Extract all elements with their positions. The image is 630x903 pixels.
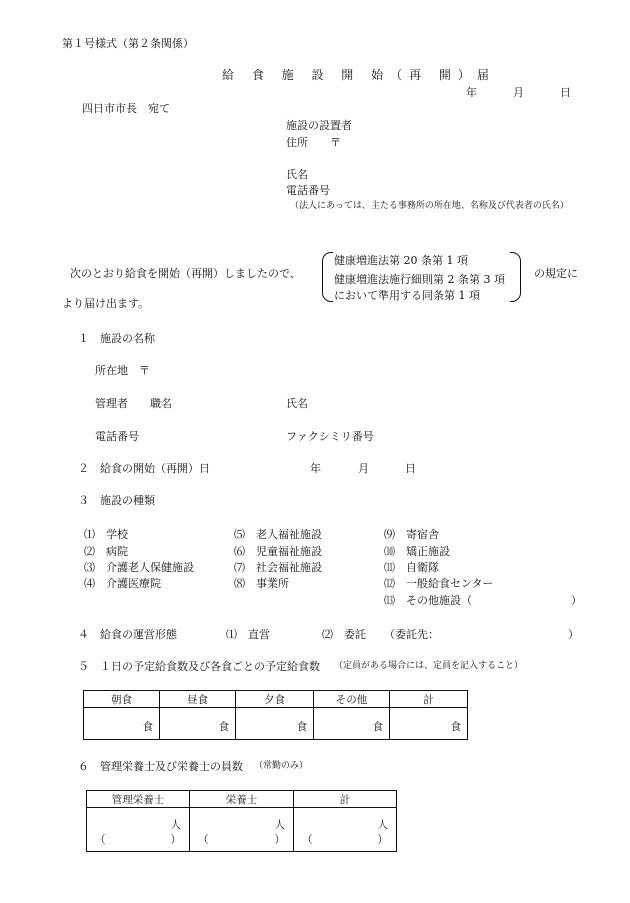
staff-header: 管理栄養士 [87,791,190,808]
date-month-label: 月 [513,86,524,99]
meals-cell-total[interactable] [390,708,468,740]
applicant-label: 施設の設置者 [286,119,352,132]
meals-cell-dinner[interactable] [236,708,314,740]
s3-item: ⑺ 社会福祉施設 [234,561,322,574]
s3-item: ⑵ 病院 [84,545,128,558]
s3-item: ⑽ 矯正施設 [384,545,450,558]
s3-heading: ３ 施設の種類 [78,494,155,507]
s3-item: ⑶ 介護老人保健施設 [84,561,194,574]
right-bracket [510,252,521,302]
applicant-note: （法人にあっては、主たる事務所の所在地、名称及び代表者の氏名） [290,201,569,211]
s4-close-paren: ） [568,628,579,641]
s2-heading: ２ 給食の開始（再開）日 [78,462,210,475]
staff-cell-dietitian[interactable] [190,808,294,852]
staff-unit: 人 [170,819,181,831]
s6-note: （常勤のみ） [254,761,309,771]
s3-item: ⑿ 一般給食センター [384,577,494,590]
law-reference-2b: において準用する同条第 1 項 [334,289,480,302]
addressee: 四日市市長 宛て [82,102,170,115]
staff-paren-close: ） [274,834,285,846]
staff-paren-open: （ [198,834,209,846]
staff-cell-total[interactable] [294,808,397,852]
meals-cell-other[interactable] [314,708,390,740]
meals-header: 昼食 [160,691,236,708]
intro-text-line2: より届け出ます。 [62,297,150,310]
staff-unit: 人 [274,819,285,831]
date-day-label: 日 [560,86,571,99]
meals-cell-breakfast[interactable] [84,708,160,740]
form-number: 第１号様式（第２条関係） [62,37,194,50]
s2-day: 日 [405,462,416,475]
s1-location: 所在地 〒 [95,364,150,377]
staff-paren-close: ） [170,834,181,846]
staff-header: 栄養士 [190,791,294,808]
s4-heading: ４ 給食の運営形態 [78,628,177,641]
s3-item: ⒀ その他施設（ [384,594,472,607]
s4-option-consign: ⑵ 委託 [322,628,366,641]
s3-item: ⑹ 児童福祉施設 [234,545,322,558]
s3-item: ⑼ 寄宿舎 [384,528,439,541]
meals-unit: 食 [142,721,153,733]
meals-header: 夕食 [236,691,314,708]
meals-unit: 食 [450,721,461,733]
s2-month: 月 [358,462,369,475]
s6-heading: ６ 管理栄養士及び栄養士の員数 [78,760,243,773]
staff-paren-close: ） [377,834,388,846]
meals-table [83,690,468,740]
s4-option-direct: ⑴ 直営 [226,628,270,641]
staff-table [86,790,397,852]
meals-cell-lunch[interactable] [160,708,236,740]
s1-manager-title: 管理者 職名 [95,397,172,410]
law-reference-2a: 健康増進法施行細則第 2 条第 3 項 [334,273,505,286]
meals-unit: 食 [296,721,307,733]
s3-item: ⑸ 老人福祉施設 [234,528,322,541]
intro-text: 次のとおり給食を開始（再開）しましたので、 [70,267,301,280]
meals-unit: 食 [218,721,229,733]
document-title: 給 食 施 設 開 始（再 開）届 [222,68,496,82]
meals-header: 計 [390,691,468,708]
law-reference-1: 健康増進法第 20 条第 1 項 [334,254,468,267]
date-year-label: 年 [466,86,477,99]
s3-close-paren: ） [571,594,582,607]
applicant-name: 氏名 [286,168,308,181]
left-bracket [322,252,333,302]
intro-text-tail: の規定に [534,267,578,280]
s1-fax: ファクシミリ番号 [286,430,374,443]
s4-consignee: （委託先： [384,628,439,641]
meals-header: 朝食 [84,691,160,708]
meals-header: その他 [314,691,390,708]
staff-unit: 人 [377,819,388,831]
s3-item: ⑻ 事業所 [234,577,289,590]
staff-paren-open: （ [302,834,313,846]
s3-item: ⑴ 学校 [84,528,128,541]
staff-header: 計 [294,791,397,808]
s1-phone: 電話番号 [95,430,139,443]
s1-heading: １ 施設の名称 [78,332,155,345]
s1-manager-name: 氏名 [286,397,308,410]
s5-note: （定員がある場合には、定員を記入すること） [334,661,524,671]
staff-cell-registered-dietitian[interactable] [87,808,190,852]
s2-year: 年 [310,462,321,475]
meals-unit: 食 [372,721,383,733]
applicant-phone: 電話番号 [286,184,330,197]
s3-item: ⑷ 介護医療院 [84,577,161,590]
s3-item: ⑾ 自衛隊 [384,561,439,574]
staff-paren-open: （ [95,834,106,846]
applicant-address: 住所 〒 [286,136,341,149]
s5-heading: ５ １日の予定給食数及び各食ごとの予定給食数 [78,660,320,673]
